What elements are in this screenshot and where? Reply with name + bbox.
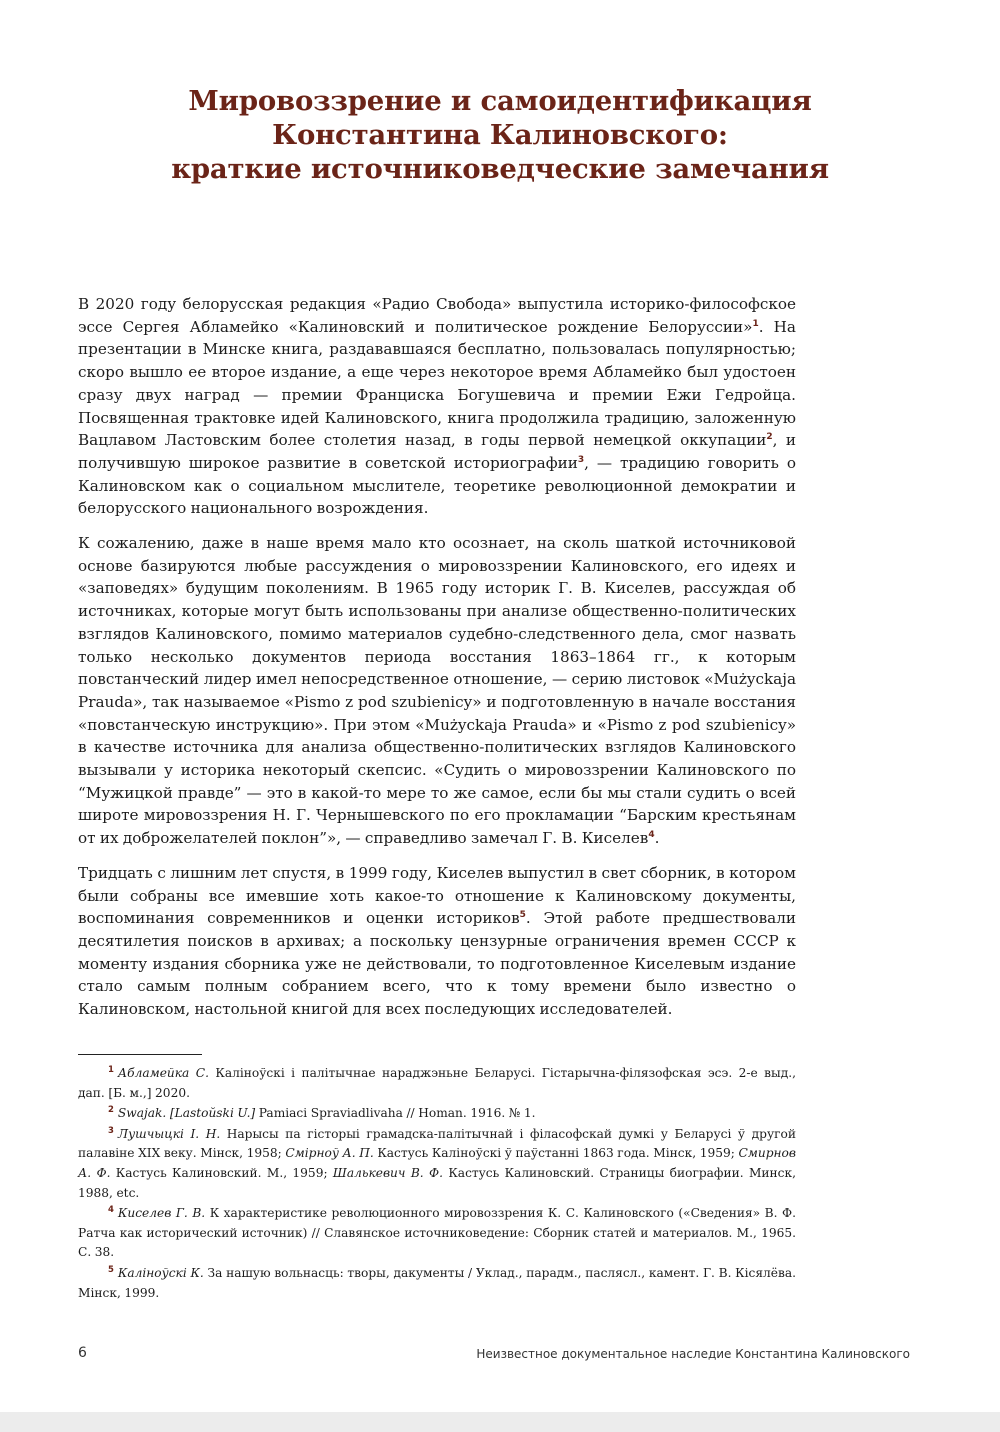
footnote-ref-4[interactable]: 4: [648, 830, 655, 841]
footnote-number: 5: [108, 1264, 114, 1275]
footnote-5: $^5$ Каліноўскі К. За нашую вольнасць: творы, дакументы / Уклад., парадм., паслясл., камент. Г. В. Кісялёва. Мінск, 1999.: [78, 1264, 796, 1300]
footnote-2: $^2$ Swajak. [Lastoŭski U.] Pamiaci Spraviadlivaha // Homan. 1916. № 1.: [108, 1105, 536, 1121]
article-title: [60, 84, 940, 186]
footnotes: [78, 1064, 796, 1304]
footnote-number: 1: [108, 1064, 114, 1075]
footnote-ref-5[interactable]: 5: [519, 910, 526, 921]
footnote-1: $^1$ Абламейка С. Каліноўскі і палітычнае нараджэньне Беларусі. Гістарычна-філязофская эсэ. 2-е выд., дап. [Б. м.,] 2020.: [78, 1064, 796, 1100]
footnote-ref-2[interactable]: 2: [766, 432, 773, 443]
title-line-1: Мировоззрение и самоидентификация: [188, 85, 812, 117]
footnote-number: 4: [108, 1205, 114, 1216]
title-line-2: Константина Калиновского:: [272, 119, 728, 151]
title-line-3: краткие источниковедческие замечания: [171, 153, 829, 185]
article-body: [78, 293, 796, 1033]
footnote-divider: [78, 1054, 202, 1055]
paragraph-1: В 2020 году белорусская редакция «Радио Свобода» выпустила историко-философское эссе Сергея Абламейко «Калиновский и политическое рождение Белоруссии»$^1$. На презентации в Минске книга, раздававшаяся бесплатно, пользовалась популярностью; скоро вышло ее второе издание, а еще через некоторое время Абламейко был удостоен сразу двух наград — премии Франциска Богушевича и премии Ежи Гедройца. Посвященная трактовке идей Калиновского, книга продолжила традицию, заложенную Вацлавом Ластовским более столетия назад, в годы первой немецкой оккупации$^2$, и получившую широкое развитие в советской историографии$^3$, — традицию говорить о Калиновском как о социальном мыслителе, теоретике революционной демократии и белорусского национального возрождения.: [78, 295, 797, 518]
paragraph-2: К сожалению, даже в наше время мало кто осознает, на сколь шаткой источниковой основе базируются любые рассуждения о мировоззрении Калиновского, его идеях и «заповедях» будущим поколениям. В 1965 году историк Г. В. Киселев, рассуждая об источниках, которые могут быть использованы при анализе общественно-политических взглядов Калиновского, помимо материалов судебно-следственного дела, смог назвать только несколько документов периода восстания 1863–1864 гг., к которым повстанческий лидер имел непосредственное отношение, — серию листовок «Mużyckaja Prauda», так называемое «Pismo z pod szubienicy» и подготовленную в начале восстания «повстанческую инструкцию». При этом «Mużyckaja Prauda» и «Pismo z pod szubienicy» в качестве источника для анализа общественно-политических взглядов Калиновского вызывали у историка некоторый скепсис. «Судить о мировоззрении Калиновского по “Мужицкой правде” — это в какой-то мере то же самое, если бы мы стали судить о всей широте мировоззрения Н. Г. Чернышевского по его прокламации “Барским крестьянам от их доброжелателей поклон”», — справедливо замечал Г. В. Киселев$^4$.: [78, 534, 796, 848]
page-number: 6: [78, 1345, 87, 1361]
footnote-number: 3: [108, 1125, 114, 1136]
footnote-4: $^4$ Киселев Г. В. К характеристике революционного мировоззрения К. С. Калиновского («Сведения» В. Ф. Ратча как исторический источник) // Славянское источниковедение: Сборник статей и материалов. М., 1965. С. 38.: [78, 1205, 797, 1260]
running-footer-title: Неизвестное документальное наследие Константина Калиновского: [476, 1347, 910, 1361]
footnote-ref-3[interactable]: 3: [577, 454, 585, 465]
footnote-ref-1[interactable]: 1: [752, 318, 759, 329]
footnote-3: $^3$ Лушчыцкі І. Н. Нарысы па гісторыі грамадска-палітычнай і філасофскай думкі у Беларусі ў другой палавіне XIX веку. Мінск, 1958; Смірноў А. П. Кастусь Каліноўскі ў паўстанні 1863 года. Мінск, 1959; Смирнов А. Ф. Кастусь Калиновский. М., 1959; Шалькевич В. Ф. Кастусь Калиновский. Страницы биографии. Минск, 1988, etc.: [78, 1125, 796, 1200]
paragraph-3: Тридцать с лишним лет спустя, в 1999 году, Киселев выпустил в свет сборник, в котором были собраны все имевшие хоть какое-то отношение к Калиновскому документы, воспоминания современников и оценки историков$^5$. Этой работе предшествовали десятилетия поисков в архивах; а поскольку цензурные ограничения времен СССР к моменту издания сборника уже не действовали, то подготовленное Киселевым издание стало самым полным собранием всего, что к тому времени было известно о Калиновском, настольной книгой для всех последующих исследователей.: [78, 863, 796, 1019]
footnote-number: 2: [108, 1105, 114, 1116]
